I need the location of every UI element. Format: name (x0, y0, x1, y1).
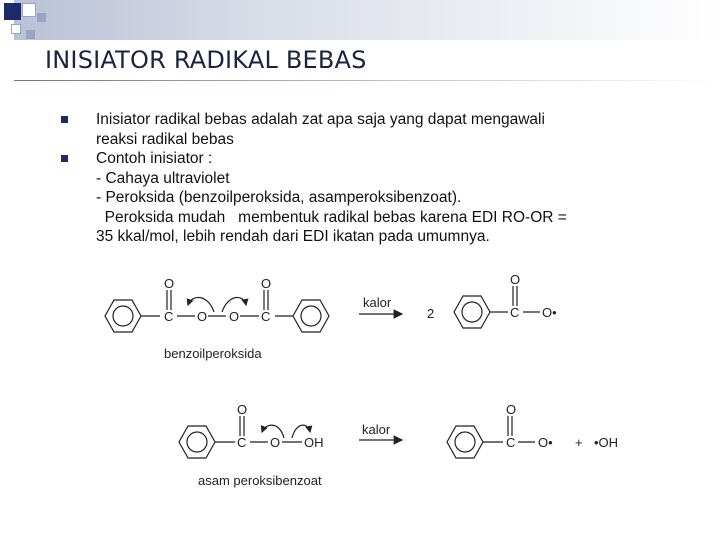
radical-o-2: O• (538, 435, 553, 450)
compound-name-1: benzoilperoksida (164, 346, 262, 361)
atom-o-top-right: O (261, 276, 272, 291)
atom-c-left: C (164, 309, 174, 324)
atom-o-mid-2: O (270, 435, 281, 450)
atom-c-product-2: C (506, 435, 516, 450)
atom-o-mid-left: O (197, 309, 208, 324)
atom-o-product-top-2: O (506, 402, 517, 417)
arrow-label-2: kalor (362, 422, 391, 437)
body-line-3: Contoh inisiator : (96, 150, 213, 167)
body-line-5: - Peroksida (benzoilperoksida, asamperoksibenzoat). (96, 189, 462, 206)
atom-o-product-top-1: O (510, 272, 521, 287)
plus-sign: + (575, 435, 583, 450)
atom-o-top-left: O (164, 276, 175, 291)
atom-c-right: C (261, 309, 271, 324)
benzene-ring-1 (105, 300, 141, 332)
radical-o-1: O• (542, 305, 557, 320)
body-line-7: 35 kkal/mol, lebih rendah dari EDI ikatan pada umumnya. (96, 228, 490, 245)
atom-c-product-1: C (510, 305, 520, 320)
benzene-ring-2 (293, 300, 329, 332)
benzene-ring-4 (179, 426, 215, 458)
atom-o-top-2: O (237, 402, 248, 417)
page-title: INISIATOR RADIKAL BEBAS (45, 46, 367, 74)
body-line-6: Peroksida mudah membentuk radikal bebas karena EDI RO-OR = (96, 208, 567, 226)
radical-oh: •OH (594, 435, 619, 450)
body-line-1: Inisiator radikal bebas adalah zat apa saja yang dapat mengawali (96, 111, 545, 128)
coefficient-2: 2 (427, 306, 435, 321)
compound-name-2: asam peroksibenzoat (198, 473, 322, 488)
hydroxyl-label: OH (304, 435, 324, 450)
benzene-ring-5 (447, 426, 483, 458)
atom-o-mid-right: O (229, 309, 240, 324)
benzene-ring-3 (454, 296, 490, 328)
atom-c-2: C (237, 435, 247, 450)
body-line-2: reaksi radikal bebas (96, 130, 234, 148)
arrow-label-1: kalor (363, 295, 392, 310)
body-line-4: - Cahaya ultraviolet (96, 169, 230, 187)
